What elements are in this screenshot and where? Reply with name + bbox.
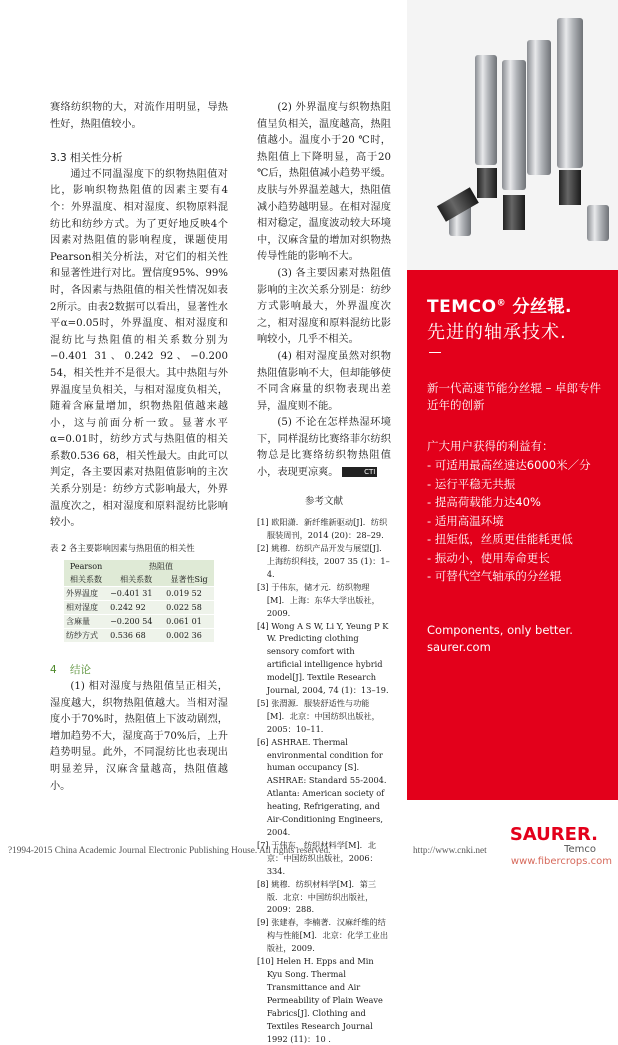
table-cell: 0.242 92	[108, 601, 164, 615]
reference-item: [10] Helen H. Epps and Min Kyu Song. Thermal Transmittance and Air Permeability of Plain Weave Fabrics[J]. Clothing and Textiles Research Journal 1992 (11)：10 .	[257, 956, 383, 1044]
table-cell: −0.200 54	[108, 615, 164, 629]
table-cell: 0.002 36	[164, 629, 214, 643]
reference-list	[257, 516, 391, 1045]
paragraph-conclusion-2: (2) 外界温度与织物热阻值呈负相关，温度越高，热阻值越小。温度小于20 ℃时，热阻值上下降明显，高于20 ℃后，热阻值减小趋势平缓。皮肤与外界温差越大，热阻值减小趋势越明显。在相对湿度相对稳定，温度波动较大环境中，汉麻含量的增加对织物热传导性能的影响不大。	[257, 102, 391, 263]
ad-tagline: 先进的轴承技术.	[427, 322, 567, 343]
paragraph-correlation: 通过不同温湿度下的织物热阻值对比，影响织物热阻值的因素主要有4个：外界温度、相对湿度、织物原料混纺比和纺纱方式。为了更好地反映4个因素对热阻值的影响程度，课题使用Pearson相关分析法，对它们的相关性和显著性进行对比。置信度95%、99%时，各因素与热阻值的相关性情况如表2所示。由表2数据可以看出，显著性水平α=0.05时，外界温度、相对湿度和混纺比与热阻值的相关系数分别为−0.401 31、0.242 92、−0.200 54，相关性并不是很大。其中热阻与外界温度呈负相关，与相对湿度负相关，随着含麻量增加，织物热阻值越来越小，这与前面分析一致。显著水平α=0.01时，纺纱方式与热阻值的相关系数0.536 68，相关性最大。由此可以判定，各主要因素对热阻值影响的主次关系分别是：纺纱方式影响最大，外界温度次之，相对湿度和原料混纺比影响较小。	[50, 168, 228, 529]
table-header: 相关系数	[64, 573, 108, 587]
temco-logo: Temco	[564, 844, 596, 855]
reference-item: [3] 于伟东，储才元．纺织物理[M]．上海：东华大学出版社，2009.	[257, 581, 380, 618]
section-number: 4	[50, 664, 57, 677]
section-heading-4	[50, 662, 228, 679]
ad-intro: 新一代高速节能分丝辊 – 卓郎专件近年的创新	[427, 381, 602, 412]
benefit-item: - 运行平稳无共振	[427, 475, 617, 494]
product-photo	[407, 0, 618, 270]
table-cell: 0.019 52	[164, 587, 214, 601]
cnki-link[interactable]: http://www.cnki.net	[413, 846, 487, 856]
table-row	[64, 601, 214, 615]
paragraph-conclusion-4: (4) 相对湿度虽然对织物热阻值影响不大，但却能够使不同含麻量的织物表现出差异，温度则不能。	[257, 350, 391, 412]
benefit-item: - 适用高温环境	[427, 512, 617, 531]
ad-slogan	[427, 622, 573, 656]
paragraph-text: (5) 不论在怎样热湿环境下，同样混纺比赛络菲尔纺织物总是比赛络纺织物热阻值小，表现更凉爽。	[257, 417, 391, 479]
table-cell: 纺纱方式	[64, 629, 108, 643]
page-footer	[8, 846, 487, 856]
watermark: www.fibercrops.com	[510, 856, 612, 867]
table-row	[64, 629, 214, 643]
table-cell: −0.401 31	[108, 587, 164, 601]
end-mark: CTI	[342, 467, 378, 477]
table-cell: 外界温度	[64, 587, 108, 601]
reference-item: [7] 于伟东．纺织材料学[M]．北京：中国纺织出版社，2006：334.	[257, 839, 378, 876]
reference-item: [6] ASHRAE. Thermal environmental condition for human occupancy [S]. ASHRAE: Standard 55-2004. Atlanta: American society of heating, Refrigerating, and Air-Conditioning Engineers, 2004.	[257, 736, 387, 837]
registered-mark: ®	[496, 298, 507, 309]
table-cell: 0.536 68	[108, 629, 164, 643]
godet-rollers-image	[407, 0, 618, 270]
table-header: 显著性Sig	[164, 573, 214, 587]
reference-item: [4] Wong A S W, Li Y, Yeung P K W. Predicting clothing sensory comfort with artificial intelligence hybrid model[J]. Textile Research Journal, 2004, 74 (1)：13–19.	[257, 620, 389, 696]
table-row	[64, 615, 214, 629]
benefit-item: - 扭矩低，丝质更佳能耗更低	[427, 530, 617, 549]
table-cell: 0.022 58	[164, 601, 214, 615]
section-number: 3.3	[50, 152, 67, 165]
references-heading: 参考文献	[304, 495, 343, 507]
correlation-table	[64, 560, 214, 642]
table-cell: 0.061 01	[164, 615, 214, 629]
reference-item: [9] 张建春，李楠著．汉麻纤维的结构与性能[M]．北京：化学工业出版社，2009.	[257, 917, 389, 954]
benefits-title: 广大用户获得的利益有：	[427, 439, 554, 453]
copyright-text: ?1994-2015 China Academic Journal Electronic Publishing House. All rights reserved.	[8, 846, 331, 856]
benefits-list	[427, 456, 617, 586]
left-column	[50, 100, 228, 795]
ad-panel	[407, 270, 618, 800]
benefit-item: - 振动小，使用寿命更长	[427, 549, 617, 568]
paragraph-conclusion-1: (1) 相对湿度与热阻值呈正相关，湿度越大，织物热阻值越大。当相对湿度小于70%时，热阻值上下波动剧烈，增加趋势不大，湿度高于70%后，上升趋势明显。此外，不同混纺比也表现出明显差异，汉麻含量越高，热阻值越小。	[50, 681, 228, 792]
reference-item: [5] 张渭源．服装舒适性与功能[M]．北京：中国纺织出版社，2005：10–11.	[257, 697, 380, 734]
table-header: Pearson	[64, 560, 108, 573]
brand-suffix: 分丝辊.	[506, 297, 572, 317]
reference-item: [1] 欧阳潇．新纤维新驱动[J]．纺织服装周刊，2014 (20)：28–29.	[257, 517, 388, 541]
paragraph-conclusion-5	[257, 415, 391, 481]
reference-item: [2] 姚穆．纺织产品开发与展望[J]．上海纺织科技，2007 35 (1)：1–4.	[257, 543, 390, 579]
brand-name: TEMCO	[427, 297, 497, 317]
benefit-item: - 可替代空气轴承的分丝辊	[427, 567, 617, 586]
table-cell: 相对湿度	[64, 601, 108, 615]
table-caption: 表 2 各主要影响因素与热阻值的相关性	[50, 542, 195, 553]
divider	[429, 352, 441, 353]
ad-brand-heading	[427, 292, 572, 317]
paragraph-conclusion-3: (3) 各主要因素对热阻值影响的主次关系分别是：纺纱方式影响最大，外界温度次之，相对湿度和原料混纺比影响较小，几乎不相关。	[257, 267, 391, 346]
advertisement	[407, 0, 618, 875]
website-link[interactable]: saurer.com	[427, 640, 491, 654]
benefit-item: - 提高荷载能力达40%	[427, 493, 617, 512]
section-title: 相关性分析	[70, 152, 123, 165]
table-header: 相关系数	[108, 573, 164, 587]
section-title: 结论	[70, 664, 91, 677]
table-row	[64, 587, 214, 601]
intro-paragraph: 赛络纺织物的大，对流作用明显，导热性好，热阻值较小。	[50, 102, 228, 130]
saurer-logo: SAURER.	[509, 824, 598, 845]
section-heading-3-3	[50, 150, 228, 167]
slogan-text: Components, only better.	[427, 623, 573, 637]
right-column	[257, 100, 391, 1045]
benefit-item: - 可适用最高丝速达6000米／分	[427, 456, 617, 475]
table-header: 热阻值	[108, 560, 214, 573]
reference-item: [8] 姚穆．纺织材料学[M]．第三版．北京：中国纺织出版社，2009：288.	[257, 878, 377, 915]
table-cell: 含麻量	[64, 615, 108, 629]
